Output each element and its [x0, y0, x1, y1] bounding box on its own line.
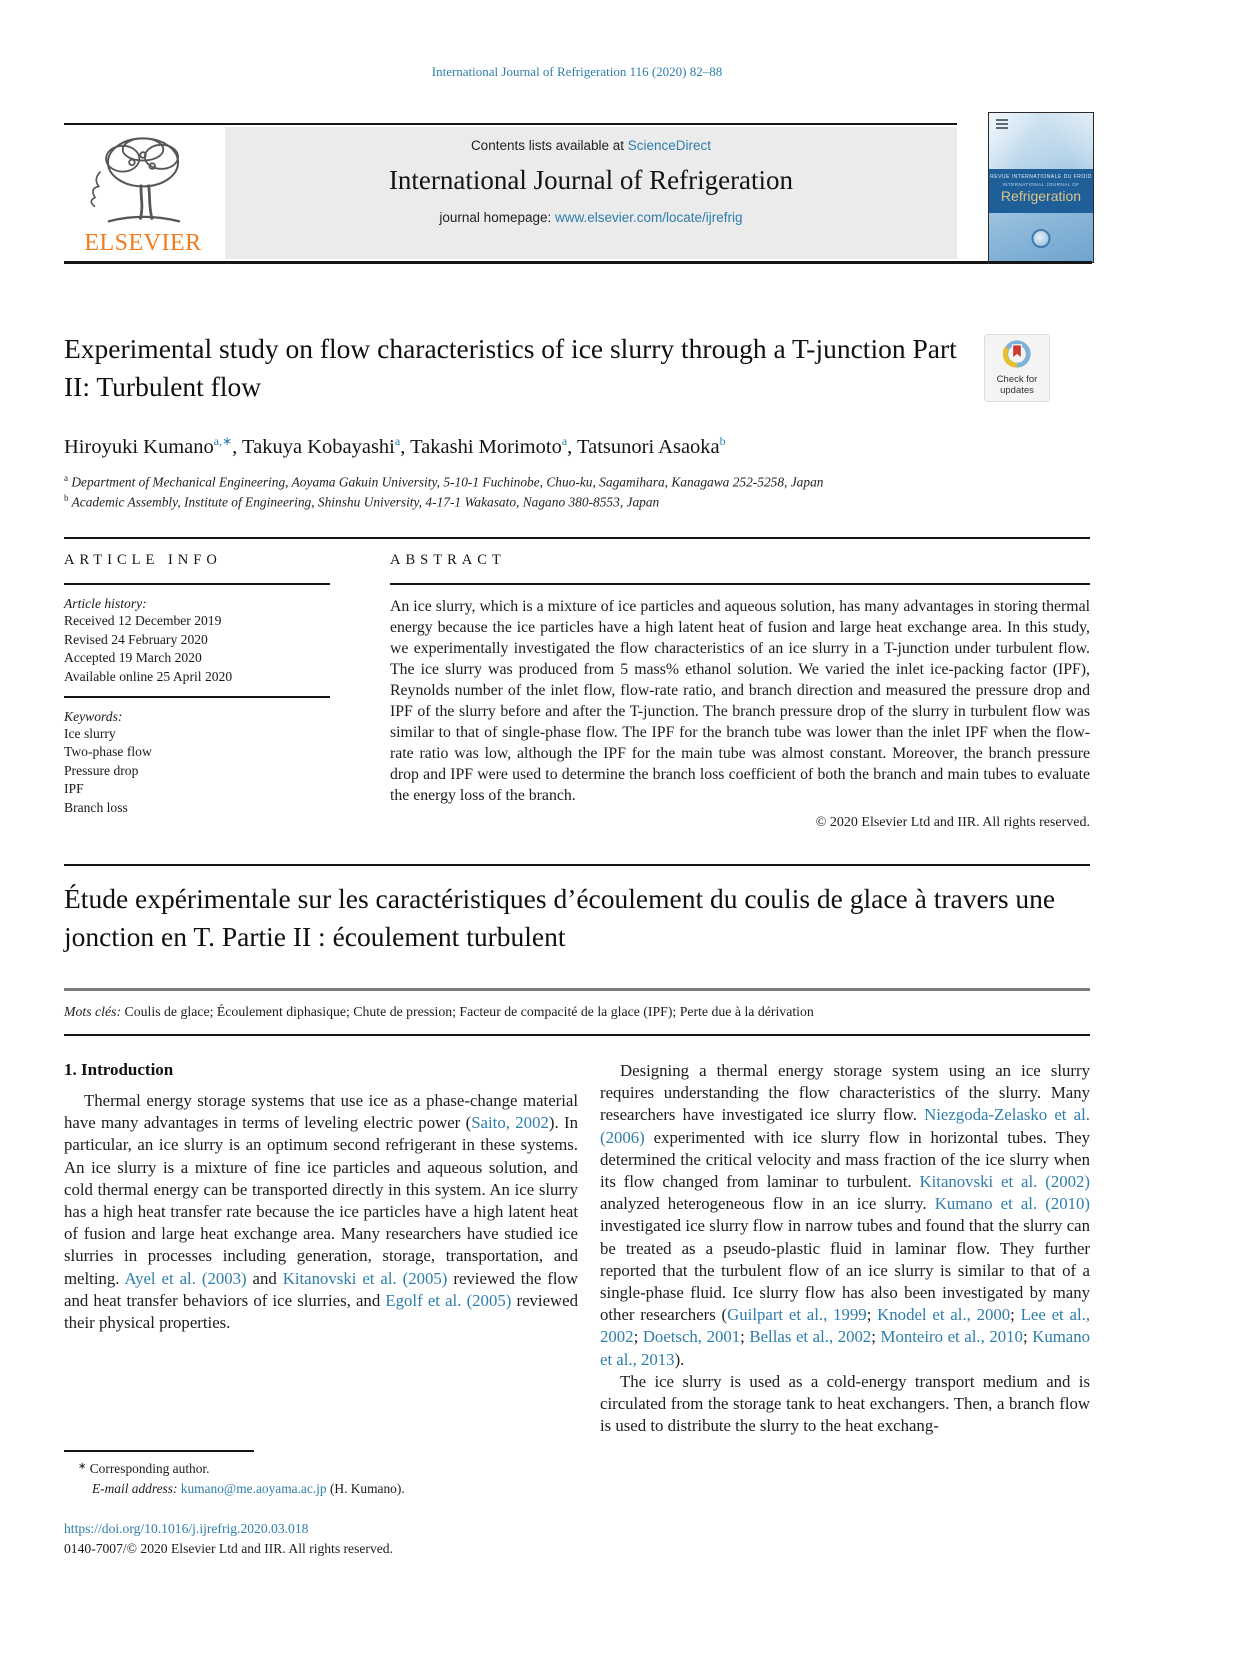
- cover-line1: REVUE INTERNATIONALE DU FROID: [990, 174, 1092, 180]
- keywords-label: Keywords:: [64, 708, 123, 724]
- cover-title-band: [989, 169, 1093, 213]
- intro-left-column: [64, 1060, 578, 1334]
- affiliation-b-text: Academic Assembly, Institute of Engineering, Shinshu University, 4-17-1 Wakasato, Nagano 380-8553, Japan: [68, 494, 660, 510]
- text-run: experimented with ice slurry flow in horizontal tubes. They determined the critical velocity and mass fraction of the ice slurry when its flow changed from laminar to turbulent.: [600, 1127, 1090, 1192]
- check-updates-icon: [1001, 338, 1033, 370]
- keyword-item: Pressure drop: [64, 762, 139, 778]
- check-for-updates-badge[interactable]: [984, 334, 1050, 402]
- cover-line3: Refrigeration: [1000, 188, 1082, 204]
- check-updates-label: Check for updates: [996, 374, 1038, 396]
- citation-link[interactable]: Lee et al., 2002: [600, 1305, 1091, 1347]
- article-history-item: Accepted 19 March 2020: [64, 650, 202, 665]
- corresponding-text: Corresponding author.: [86, 1461, 210, 1476]
- text-run: ;: [633, 1327, 643, 1347]
- citation-link[interactable]: Ayel et al. (2003): [124, 1268, 247, 1288]
- article-history-item: Available online 25 April 2020: [64, 668, 233, 684]
- intro-paragraph-3: The ice slurry is used as a cold-energy transport medium and is circulated from the storage tank to heat exchangers. Then, a branch flow is used to distribute the slurry to the heat exchang-: [600, 1371, 1090, 1436]
- divider: [64, 696, 330, 698]
- affiliation-a-sup: a: [64, 473, 68, 483]
- author-list: Hiroyuki Kumano$^{a,∗}$, Takuya Kobayashi$^a$, Takashi Morimoto$^a$, Tatsunori Asaoka$^b$: [64, 434, 726, 458]
- text-run: ;: [866, 1305, 878, 1325]
- cover-publisher-mark-icon: [996, 119, 1010, 133]
- homepage-link[interactable]: www.elsevier.com/locate/ijrefrig: [555, 210, 743, 225]
- author-name: Takuya Kobayashi: [242, 435, 395, 458]
- email-link[interactable]: kumano@me.aoyama.ac.jp: [177, 1481, 327, 1496]
- french-title: Étude expérimentale sur les caractéristiques d’écoulement du coulis de glace à travers une jonction en T. Partie II : écoulement turbulent: [64, 883, 1056, 952]
- citation-link[interactable]: Kumano et al., 2013: [600, 1327, 1090, 1369]
- abstract-text: An ice slurry, which is a mixture of ice particles and aqueous solution, has many advantages in storing thermal energy because the ice particles have a high latent heat of fusion and large heat exchange area. In this study, we experimentally investigated the flow characteristics of an ice slurry in a T-junction under turbulent flow. The ice slurry was produced from 5 mass% ethanol solution. We varied the inlet ice-packing factor (IPF), Reynolds number of the inlet flow, flow-rate ratio, and branch direction and measured the pressure drop and IPF of the slurry before and after the T-junction. The branch pressure drop of the slurry in turbulent flow was similar to that of single-phase flow. The IPF for the branch tube was lower than the inlet IPF when the flow-rate ratio was low, although the IPF for the main tube was almost constant. Moreover, the branch pressure drop and IPF were used to determine the branch loss coefficient of both the branch and main tubes to evaluate the energy loss of the branch.: [390, 598, 1090, 804]
- footnote-star: ∗: [78, 1461, 87, 1472]
- journal-banner: [225, 127, 957, 259]
- banner-top-rule: [64, 123, 957, 125]
- text-run: analyzed heterogeneous flow in an ice slurry.: [600, 1194, 935, 1214]
- journal-cover-thumbnail[interactable]: [988, 112, 1094, 263]
- citation-link[interactable]: Bellas et al., 2002: [749, 1327, 872, 1347]
- text-run: investigated ice slurry flow in narrow tubes and found that the slurry can be treated as a pseudo-plastic fluid in laminar flow. They further reported that the turbulent flow of an ice slurry is similar to that of a single-phase fluid. Ice slurry flow has also been investigated by many other researchers (: [600, 1216, 1090, 1325]
- affiliation-b-sup: b: [64, 493, 69, 503]
- author-name: Tatsunori Asaoka: [577, 435, 720, 458]
- citation-link[interactable]: Saito, 2002: [471, 1113, 549, 1133]
- article-title: Experimental study on flow characteristics of ice slurry through a T-junction Part II: Turbulent flow: [64, 333, 957, 402]
- text-run: reviewed their physical properties.: [64, 1290, 578, 1333]
- mots-cles-line: [64, 1004, 1090, 1020]
- citation-link[interactable]: Egolf et al. (2005): [385, 1290, 512, 1310]
- text-run: Thermal energy storage systems that use ice as a phase-change material have many advantages in terms of leveling electric power (: [64, 1091, 578, 1133]
- mots-cles-label: Mots clés:: [64, 1004, 122, 1019]
- text-run: ;: [871, 1327, 881, 1347]
- article-history-item: Received 12 December 2019: [64, 613, 222, 628]
- email-line: [92, 1481, 405, 1497]
- header-journal-citation[interactable]: International Journal of Refrigeration 116 (2020) 82–88: [431, 64, 723, 79]
- affiliation-a-text: Department of Mechanical Engineering, Aoyama Gakuin University, 5-10-1 Fuchinobe, Chuo-ku, Sagamihara, Kanagawa 252-5258, Japan: [68, 474, 824, 490]
- homepage-line: [225, 210, 957, 225]
- citation-link[interactable]: Kitanovski et al. (2005): [282, 1268, 448, 1288]
- article-info-heading: ARTICLE INFO: [64, 552, 222, 568]
- french-thick-rule: [64, 988, 1090, 991]
- citation-link[interactable]: Niezgoda-Zelasko et al. (2006): [600, 1105, 1090, 1147]
- affiliation-a: [64, 473, 1064, 490]
- author-name: Takashi Morimoto: [410, 435, 562, 458]
- keyword-item: IPF: [64, 781, 84, 796]
- article-history-item: Revised 24 February 2020: [64, 631, 208, 647]
- elsevier-wordmark: ELSEVIER: [84, 230, 202, 256]
- citation-link[interactable]: Knodel et al., 2000: [877, 1305, 1011, 1325]
- mots-cles-bottom-rule: [64, 1034, 1090, 1036]
- keyword-item: Branch loss: [64, 799, 128, 815]
- banner-bottom-rule: [64, 261, 1092, 264]
- author-affiliation-sup: a: [561, 434, 568, 448]
- elsevier-logo[interactable]: [64, 127, 222, 259]
- divider: [64, 583, 330, 585]
- citation-link[interactable]: Kitanovski et al. (2002): [919, 1172, 1090, 1192]
- mots-cles-text: Coulis de glace; Écoulement diphasique; Chute de pression; Facteur de compacité de la glace (IPF); Perte due à la dérivation: [121, 1004, 814, 1019]
- author-affiliation-sup: a: [394, 434, 401, 448]
- doi-link[interactable]: https://doi.org/10.1016/j.ijrefrig.2020.03.018: [64, 1521, 309, 1536]
- sciencedirect-link[interactable]: ScienceDirect: [627, 138, 712, 153]
- citation-link[interactable]: Monteiro et al., 2010: [880, 1327, 1023, 1347]
- keyword-item: Two-phase flow: [64, 744, 152, 759]
- citation-link[interactable]: Kumano et al. (2010): [934, 1194, 1090, 1214]
- divider: [390, 583, 1090, 585]
- homepage-prefix: journal homepage:: [439, 210, 555, 225]
- footnote-rule: [64, 1450, 254, 1452]
- abstract-bottom-rule: [64, 864, 1090, 866]
- abstract-column: [390, 552, 1090, 831]
- citation-link[interactable]: Doetsch, 2001: [642, 1327, 741, 1347]
- text-run: reviewed the flow and heat transfer behaviors of ice slurries, and: [64, 1268, 579, 1310]
- email-label: E-mail address:: [92, 1481, 178, 1496]
- contents-line: [225, 138, 957, 153]
- article-info-column: [64, 552, 330, 817]
- article-history-label: Article history:: [64, 596, 147, 611]
- author-name: Hiroyuki Kumano: [64, 435, 214, 458]
- banner-journal-title: International Journal of Refrigeration: [388, 165, 794, 195]
- cover-line2: INTERNATIONAL JOURNAL OF: [1002, 182, 1080, 187]
- text-run: Designing a thermal energy storage system using an ice slurry requires understanding the flow characteristics of the slurry. Many researchers have investigated ice slurry flow.: [600, 1061, 1090, 1125]
- corresponding-author-note: [78, 1461, 210, 1477]
- text-run: ).: [674, 1349, 685, 1369]
- iif-globe-icon: [1032, 229, 1051, 248]
- intro-right-column: [600, 1060, 1090, 1437]
- email-suffix: (H. Kumano).: [326, 1481, 405, 1496]
- intro-paragraph-2: [600, 1060, 1090, 1371]
- intro-paragraph-1: [64, 1090, 578, 1334]
- citation-link[interactable]: Guilpart et al., 1999: [727, 1305, 867, 1325]
- issn-copyright-line: 0140-7007/© 2020 Elsevier Ltd and IIR. All rights reserved.: [64, 1541, 393, 1556]
- text-run: and: [246, 1268, 283, 1288]
- text-run: ). In particular, an ice slurry is an optimum second refrigerant in these systems. An ice slurry is a mixture of fine ice particles and aqueous solution, and cold thermal energy can be transported directly in this system. An ice slurry has a high heat transfer rate because the ice particles have a high latent heat of fusion and large heat exchange area. Many researchers have studied ice slurries in processes including generation, storage, transportation, and melting.: [64, 1113, 579, 1288]
- text-run: ;: [740, 1327, 750, 1347]
- text-run: ;: [1022, 1327, 1033, 1347]
- text-run: ;: [1010, 1305, 1021, 1325]
- abstract-copyright: © 2020 Elsevier Ltd and IIR. All rights reserved.: [815, 815, 1090, 830]
- introduction-heading: 1. Introduction: [64, 1060, 174, 1079]
- author-affiliation-sup: b: [719, 434, 726, 448]
- article-history-list: [64, 612, 330, 686]
- author-affiliation-sup: a,∗: [213, 434, 233, 448]
- abstract-heading: ABSTRACT: [390, 552, 506, 568]
- elsevier-tree-icon: [87, 131, 199, 227]
- info-section-top-rule: [64, 537, 1090, 539]
- affiliation-b: [64, 493, 1064, 510]
- keywords-list: [64, 725, 330, 818]
- contents-prefix: Contents lists available at: [470, 138, 628, 153]
- keyword-item: Ice slurry: [64, 725, 116, 741]
- doi-line: [64, 1521, 308, 1537]
